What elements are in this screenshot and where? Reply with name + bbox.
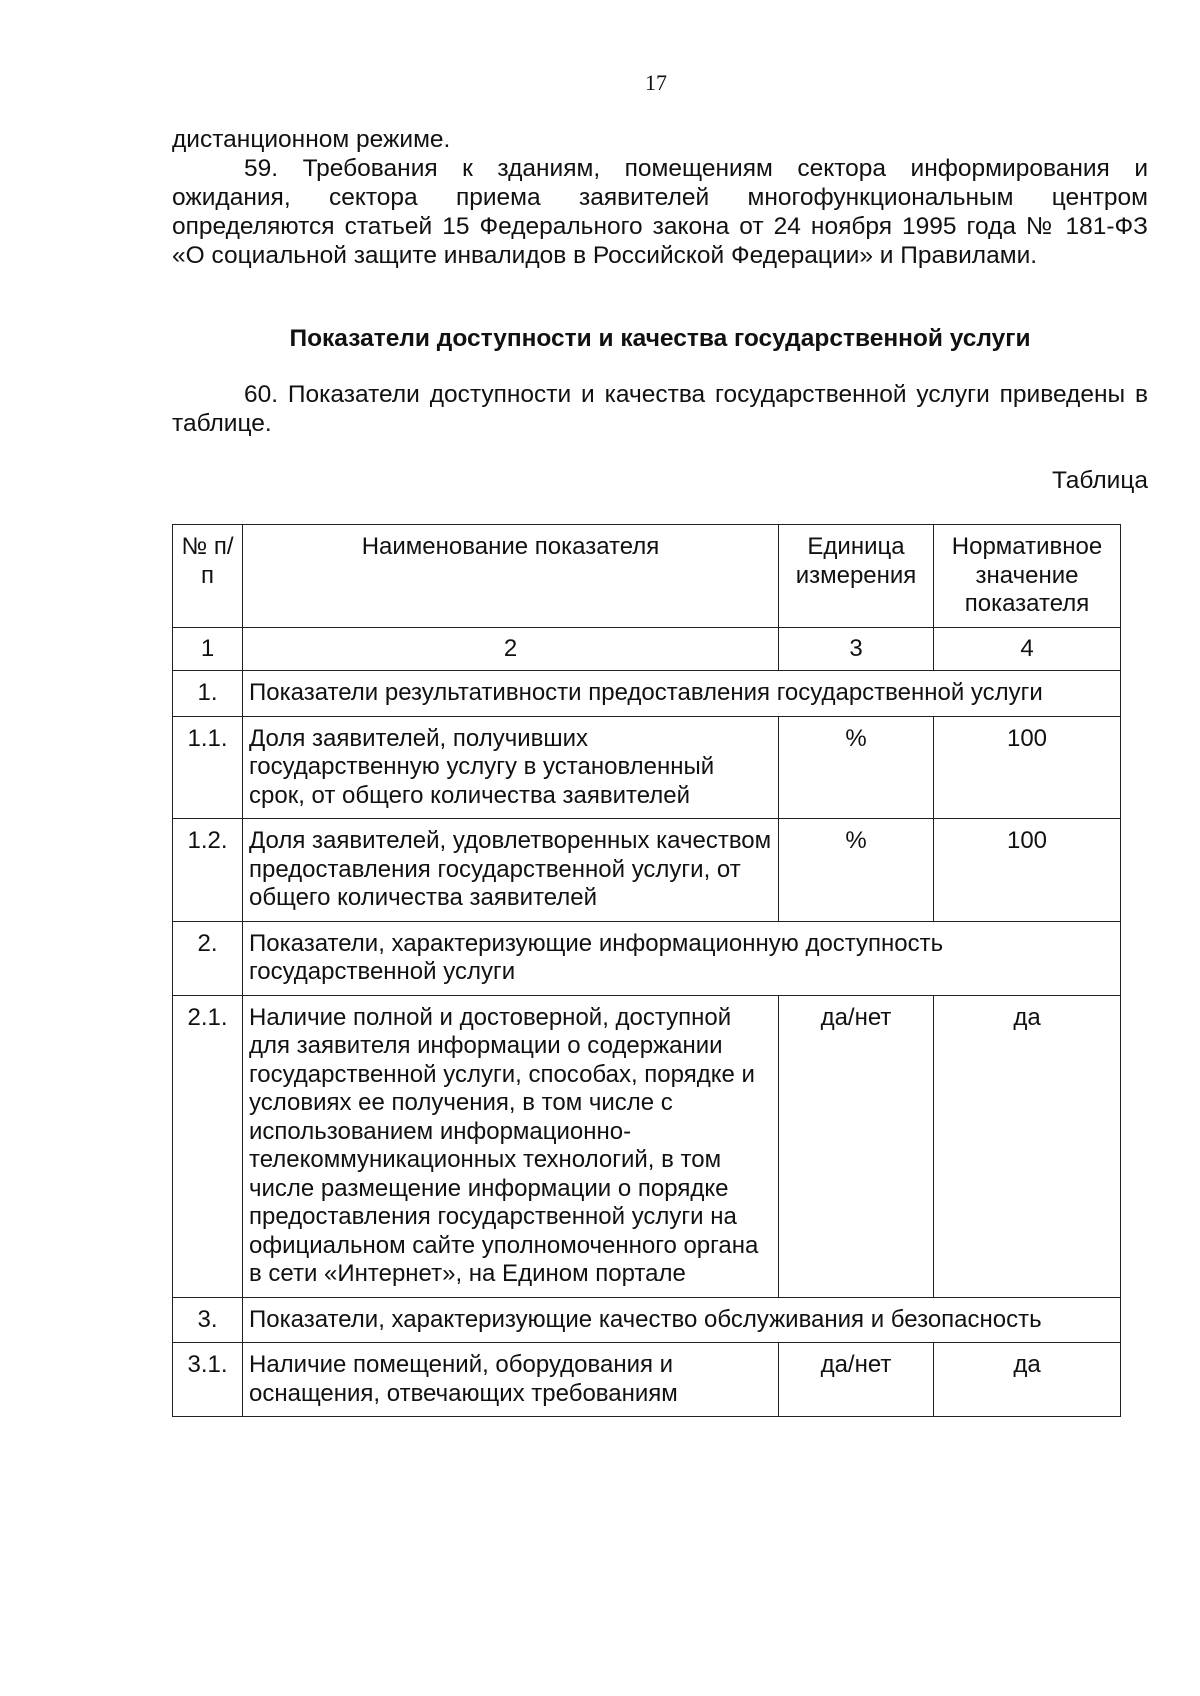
indicator-name: Доля заявителей, удовлетворенных качеством предоставления государственной услуги, от общего количества заявителей xyxy=(243,819,779,922)
column-number: 4 xyxy=(934,627,1121,671)
indicator-value: 100 xyxy=(934,819,1121,922)
indicator-unit: да/нет xyxy=(779,1343,934,1417)
section-title: Показатели результативности предоставления государственной услуги xyxy=(243,671,1121,717)
paragraph-60: 60. Показатели доступности и качества государственной услуги приведены в таблице. xyxy=(172,381,1148,437)
column-number-row xyxy=(173,627,1121,671)
table-section-row xyxy=(173,1297,1121,1343)
row-num: 1. xyxy=(173,671,243,717)
table-section-row xyxy=(173,921,1121,995)
indicators-table xyxy=(172,524,1121,1417)
table-row xyxy=(173,995,1121,1297)
section-title: Показатели, характеризующие качество обслуживания и безопасность xyxy=(243,1297,1121,1343)
indicator-name: Наличие полной и достоверной, доступной для заявителя информации о содержании государственной услуги, способах, порядке и условиях ее получения, в том числе с использованием информационно-телекоммуникационных технологий, в том числе размещение информации о порядке предоставления государственной услуги на официальном сайте уполномоченного органа в сети «Интернет», на Едином портале xyxy=(243,995,779,1297)
row-num: 1.2. xyxy=(173,819,243,922)
column-number: 1 xyxy=(173,627,243,671)
indicator-unit: % xyxy=(779,716,934,819)
row-num: 1.1. xyxy=(173,716,243,819)
section-heading: Показатели доступности и качества государственной услуги xyxy=(289,325,1031,352)
indicator-name: Наличие помещений, оборудования и оснащения, отвечающих требованиям xyxy=(243,1343,779,1417)
continuation-line: дистанционном режиме. xyxy=(172,126,451,153)
header-name: Наименование показателя xyxy=(243,525,779,628)
indicator-name: Доля заявителей, получивших государственную услугу в установленный срок, от общего количества заявителей xyxy=(243,716,779,819)
column-number: 3 xyxy=(779,627,934,671)
indicator-unit: % xyxy=(779,819,934,922)
page-number: 17 xyxy=(645,70,667,95)
table-header-row xyxy=(173,525,1121,628)
column-number: 2 xyxy=(243,627,779,671)
table-row xyxy=(173,1343,1121,1417)
row-num: 3. xyxy=(173,1297,243,1343)
indicator-value: 100 xyxy=(934,716,1121,819)
table-section-row xyxy=(173,671,1121,717)
section-title: Показатели, характеризующие информационную доступность государственной услуги xyxy=(243,921,1121,995)
header-unit: Единица измерения xyxy=(779,525,934,628)
table-row xyxy=(173,819,1121,922)
header-num: № п/п xyxy=(173,525,243,628)
row-num: 2.1. xyxy=(173,995,243,1297)
table-row xyxy=(173,716,1121,819)
indicator-unit: да/нет xyxy=(779,995,934,1297)
row-num: 3.1. xyxy=(173,1343,243,1417)
table-caption: Таблица xyxy=(1051,467,1148,494)
row-num: 2. xyxy=(173,921,243,995)
header-norm: Нормативное значение показателя xyxy=(934,525,1121,628)
indicator-value: да xyxy=(934,1343,1121,1417)
paragraph-59: 59. Требования к зданиям, помещениям сектора информирования и ожидания, сектора приема заявителей многофункциональным центром определяются статьей 15 Федерального закона от 24 ноября 1995 года № 181-ФЗ «О социальной защите инвалидов в Российской Федерации» и Правилами. xyxy=(172,155,1148,269)
indicator-value: да xyxy=(934,995,1121,1297)
